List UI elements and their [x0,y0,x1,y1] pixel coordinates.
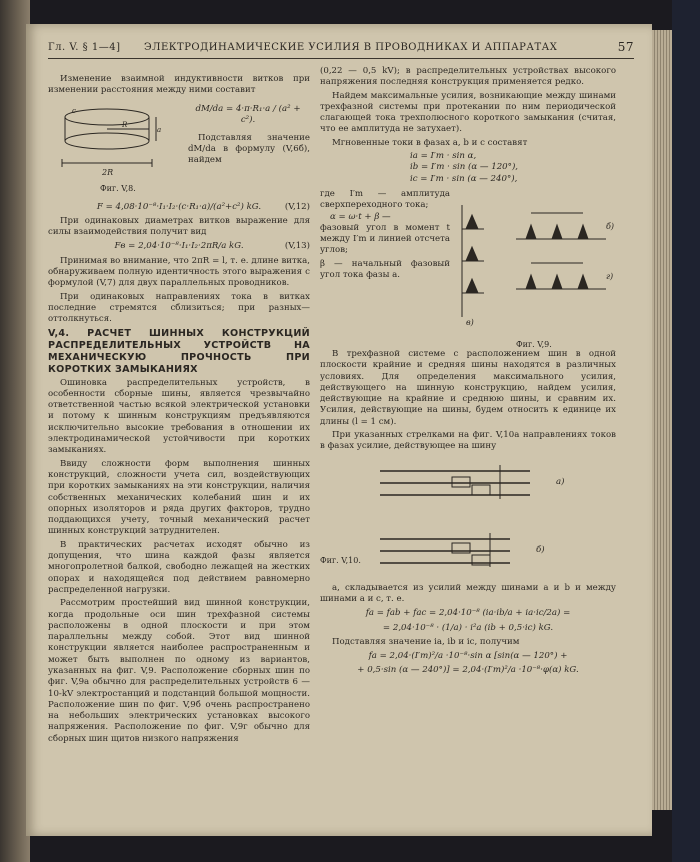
equation-ia: ia = I′m · sin α, [410,151,477,162]
figure-v10 [360,455,590,583]
svg-text:2R: 2R [102,167,114,177]
paragraph: В трехфазной системе с расположением шин в одной плоскости крайние и средняя шины находятся в различных условиях. Для определения максимального усилия, действующего на шинную конструкцию, найдем усилия, действующие на крайние и среднюю шины, и сравним их. Усилия, действующие на шины, будем относить к единице их длины (l = 1 см). [320,348,616,427]
left-column [48,74,310,747]
equation-fa-1: fa = fab + fac = 2,04·10⁻⁸ (ia·ib/a + ia·ic/2a) = [365,608,571,619]
paragraph: (0,22 — 0,5 kV); в распределительных устройствах высокого напряжения последняя конструкция применяется редко. [320,66,616,88]
book-cover-edge [672,0,700,862]
equation-text: Fв = 2,04·10⁻⁸·I₁·I₂·2πR/a kG. [114,241,244,252]
equation-number: (V,13) [284,241,310,252]
paragraph: фазовый угол в момент t между I′m и линией отсчета углов; [320,222,450,256]
fig-v9-label: Фиг. V,9. [516,339,552,349]
fig-v10-label: Фиг. V,10. [320,555,361,565]
paragraph: Мгновенные токи в фазах a, b и c составят [332,137,528,148]
fig-v10-sub-b: б) [536,544,545,555]
fig-v9-sub-v: в) [466,317,474,327]
paragraph: β — начальный фазовый угол тока фазы a. [320,258,450,281]
fig-v9-sub-g: г) [606,271,614,281]
section-heading: V,4. РАСЧЕТ ШИННЫХ КОНСТРУКЦИЙ РАСПРЕДЕЛИТЕЛЬНЫХ УСТРОЙСТВ НА МЕХАНИЧЕСКУЮ ПРОЧНОСТЬ ПРИ КОРОТКИХ ЗАМЫКАНИЯХ [48,327,310,375]
equation-ib: ib = I′m · sin (α — 120°), [410,162,519,173]
equation-alpha: α = ω·t + β — [330,211,391,222]
equation-ic: ic = I′m · sin (α — 240°), [410,173,518,184]
running-header [48,42,634,59]
equation-fa-4: + 0,5·sin (α — 240°)] = 2,04·(I′m)²/a ·10⁻⁸·φ(α) kG. [357,665,579,676]
paragraph: Ввиду сложности форм выполнения шинных конструкций, сложности учета сил, воздействующих при коротких замыканиях на эти конструкции, наличия собственных механических колебаний шин и их опорных изоляторов и ряда других факторов, трудно поддающихся учету, точный механический расчет шинных конструкций затруднителен. [48,458,310,537]
equation-v13 [48,241,310,252]
paragraph: Подставляя значение ia, ib и ic, получим [332,636,520,647]
header-title: ЭЛЕКТРОДИНАМИЧЕСКИЕ УСИЛИЯ В ПРОВОДНИКАХ И АППАРАТАХ [144,42,558,53]
fig-v8-label: Фиг. V,8. [100,183,136,193]
svg-text:R: R [122,120,128,129]
figure-v9 [456,199,616,339]
equation-fa-3: fa = 2,04·(I′m)²/a ·10⁻⁸·sin α [sin(α — 120°) + [368,651,568,662]
fig-v8-block [48,99,310,199]
fig-v9-block [320,189,616,349]
paragraph: Ошиновка распределительных устройств, в особенности сборные шины, является чрезвычайно ответственной частью всякой электрической установки и потому к шинным конструкциям предъявляются исключительно высокие требования в отношении их электродинамической устойчивости при коротких замыканиях. [48,377,310,456]
figure-v8 [52,99,162,181]
svg-text:a: a [157,125,162,134]
paragraph: Принимая во внимание, что 2πR = l, т. е. длине витка, обнаруживаем полную идентичность этого выражения с формулой (V,7) для двух параллельных проводников. [48,255,310,289]
svg-text:c: c [72,106,76,115]
header-section-ref: Гл. V. § 1—4] [48,42,121,53]
paragraph: При указанных стрелками на фиг. V,10a направлениях токов в фазах усилие, действующее на шину [320,430,616,452]
equation-dm-da: dM/da = 4·π·R₁·a / (a² + c²). [195,103,301,125]
paragraph: При одинаковых диаметрах витков выражение для силы взаимодействия получит вид [48,215,310,238]
equation-number: (V,12) [284,201,310,212]
paragraph: Изменение взаимной индуктивности витков при изменении расстояния между ними составит [48,74,310,96]
paragraph: Рассмотрим простейший вид шинной конструкции, когда продольные оси шин трехфазной системы расположены в одной плоскости и при этом параллельны между собой. Этот вид шинной конструкции является наиболее распространенным и может быть выполнен по одному из вариантов, указанных на фиг. V,9. Расположение сборных шин по фиг. V,9a обычно для распределительных устройств 6 — 10-kV электростанций и подстанций большой мощности. Расположение шин по фиг. V,9б очень распространено на небольших электрических установках высокого напряжения. Расположение по фиг. V,9г обычно для сборных шин щитов низкого напряжения [48,598,310,744]
fig-v9-sub-b: б) [606,221,615,231]
paragraph: В практических расчетах исходят обычно из допущения, что шина каждой фазы является многопролетной балкой, свободно лежащей на жестких опорах и находящейся под действием равномерно распределенной нагрузки. [48,539,310,595]
paragraph: где I′m — амплитуда сверхпереходного тока; [320,188,450,211]
paragraph: Найдем максимальные усилия, возникающие между шинами трехфазной системы при протекании по ним периодической слагающей тока трехполюсного короткого замыкания (считая, что ее амплитуда не затухает). [320,90,616,135]
right-column [320,66,616,680]
paragraph: При одинаковых направлениях тока в витках последние стремятся сблизиться; при разных—оттолкнуться. [48,291,310,325]
equation-text: F = 4,08·10⁻⁸·I₁·I₂·(c·R₁·a)/(a²+c²) kG. [96,201,262,212]
definitions [320,189,450,281]
page-number: 57 [617,40,634,54]
fig-v10-block [320,455,616,583]
paragraph: Подставляя значение dM/da в формулу (V,6б), найдем [188,132,310,166]
equation-v12 [48,202,310,213]
paragraph: a, складывается из усилий между шинами a и b и между шинами a и c, т. е. [320,582,616,604]
current-equations [410,151,616,185]
equation-fa-2: = 2,04·10⁻⁸ · (1/a) · i²a (ib + 0,5·ic) kG. [382,622,554,633]
book-page [26,24,652,836]
fig-v10-sub-a: а) [556,476,565,487]
